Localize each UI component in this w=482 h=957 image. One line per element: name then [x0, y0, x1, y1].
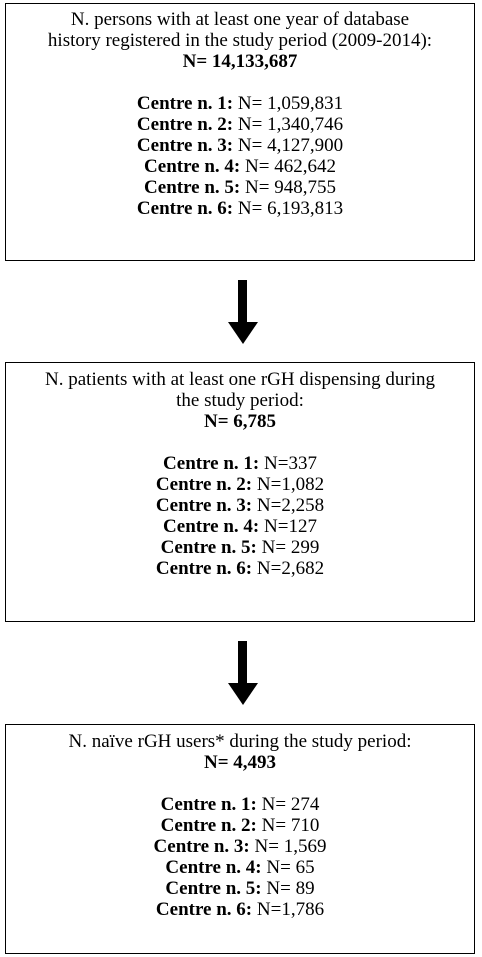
centre-value: N= 299 [256, 537, 320, 558]
centre-label: Centre n. 3: [155, 495, 253, 516]
centre-row [6, 537, 474, 558]
box-heading-line: history registered in the study period (2009-2014): [47, 30, 433, 51]
centre-row [6, 114, 474, 135]
arrow-head [228, 322, 258, 344]
centre-row [6, 857, 474, 878]
box-total: N= 14,133,687 [182, 51, 298, 72]
centre-value: N=337 [259, 453, 317, 474]
centre-label: Centre n. 5: [144, 177, 241, 198]
centre-label: Centre n. 4: [165, 857, 262, 878]
box-heading-line: N. naïve rGH users* during the study period: [68, 731, 412, 752]
centre-label: Centre n. 3: [136, 135, 234, 156]
box-heading-line: the study period: [176, 390, 304, 411]
spacer [6, 432, 474, 453]
centre-label: Centre n. 6: [136, 198, 234, 219]
arrow-shaft [238, 280, 247, 324]
spacer [6, 773, 474, 794]
centre-label: Centre n. 2: [160, 815, 257, 836]
arrow-head [228, 683, 258, 705]
centre-row [6, 135, 474, 156]
centre-value: N= 1,340,746 [233, 114, 344, 135]
centre-label: Centre n. 5: [160, 537, 257, 558]
centre-value: N= 710 [256, 815, 320, 836]
box-total: N= 6,785 [203, 411, 277, 432]
flow-box-database-persons [5, 3, 475, 261]
box-heading-line: N. persons with at least one year of database [70, 9, 410, 30]
centre-row [6, 558, 474, 579]
centre-row [6, 836, 474, 857]
arrow-shaft [238, 641, 247, 685]
flow-box-naive-users [5, 724, 475, 954]
centre-label: Centre n. 2: [155, 474, 253, 495]
centre-value: N=1,786 [252, 899, 325, 920]
centre-label: Centre n. 4: [163, 516, 260, 537]
centre-row [6, 453, 474, 474]
centre-value: N=127 [259, 516, 317, 537]
flow-box-rgh-dispensing [5, 362, 475, 622]
centre-value: N= 89 [261, 878, 315, 899]
down-arrow-icon [232, 641, 254, 705]
centre-value: N= 6,193,813 [233, 198, 344, 219]
centre-label: Centre n. 3: [153, 836, 250, 857]
centre-row [6, 177, 474, 198]
box-total: N= 4,493 [203, 752, 277, 773]
centre-row [6, 198, 474, 219]
centre-label: Centre n. 4: [144, 156, 241, 177]
centre-row [6, 794, 474, 815]
centre-value: N= 948,755 [240, 177, 336, 198]
down-arrow-icon [232, 280, 254, 344]
centre-label: Centre n. 6: [155, 899, 253, 920]
spacer [6, 72, 474, 93]
centre-label: Centre n. 1: [160, 794, 257, 815]
centre-value: N=2,682 [252, 558, 325, 579]
centre-row [6, 474, 474, 495]
centre-label: Centre n. 5: [165, 878, 262, 899]
centre-label: Centre n. 1: [136, 93, 234, 114]
centre-row [6, 516, 474, 537]
centre-value: N=2,258 [252, 495, 325, 516]
centre-value: N= 65 [261, 857, 315, 878]
centre-row [6, 815, 474, 836]
centre-label: Centre n. 6: [155, 558, 253, 579]
centre-label: Centre n. 2: [136, 114, 234, 135]
centre-value: N= 1,059,831 [233, 93, 344, 114]
centre-row [6, 878, 474, 899]
centre-value: N= 1,569 [249, 836, 327, 857]
centre-row [6, 93, 474, 114]
centre-row [6, 495, 474, 516]
box-heading-line: N. patients with at least one rGH dispensing during [45, 369, 435, 390]
centre-value: N= 274 [256, 794, 320, 815]
centre-row [6, 156, 474, 177]
centre-label: Centre n. 1: [163, 453, 260, 474]
centre-row [6, 899, 474, 920]
centre-value: N= 4,127,900 [233, 135, 344, 156]
centre-value: N=1,082 [252, 474, 325, 495]
centre-value: N= 462,642 [240, 156, 336, 177]
